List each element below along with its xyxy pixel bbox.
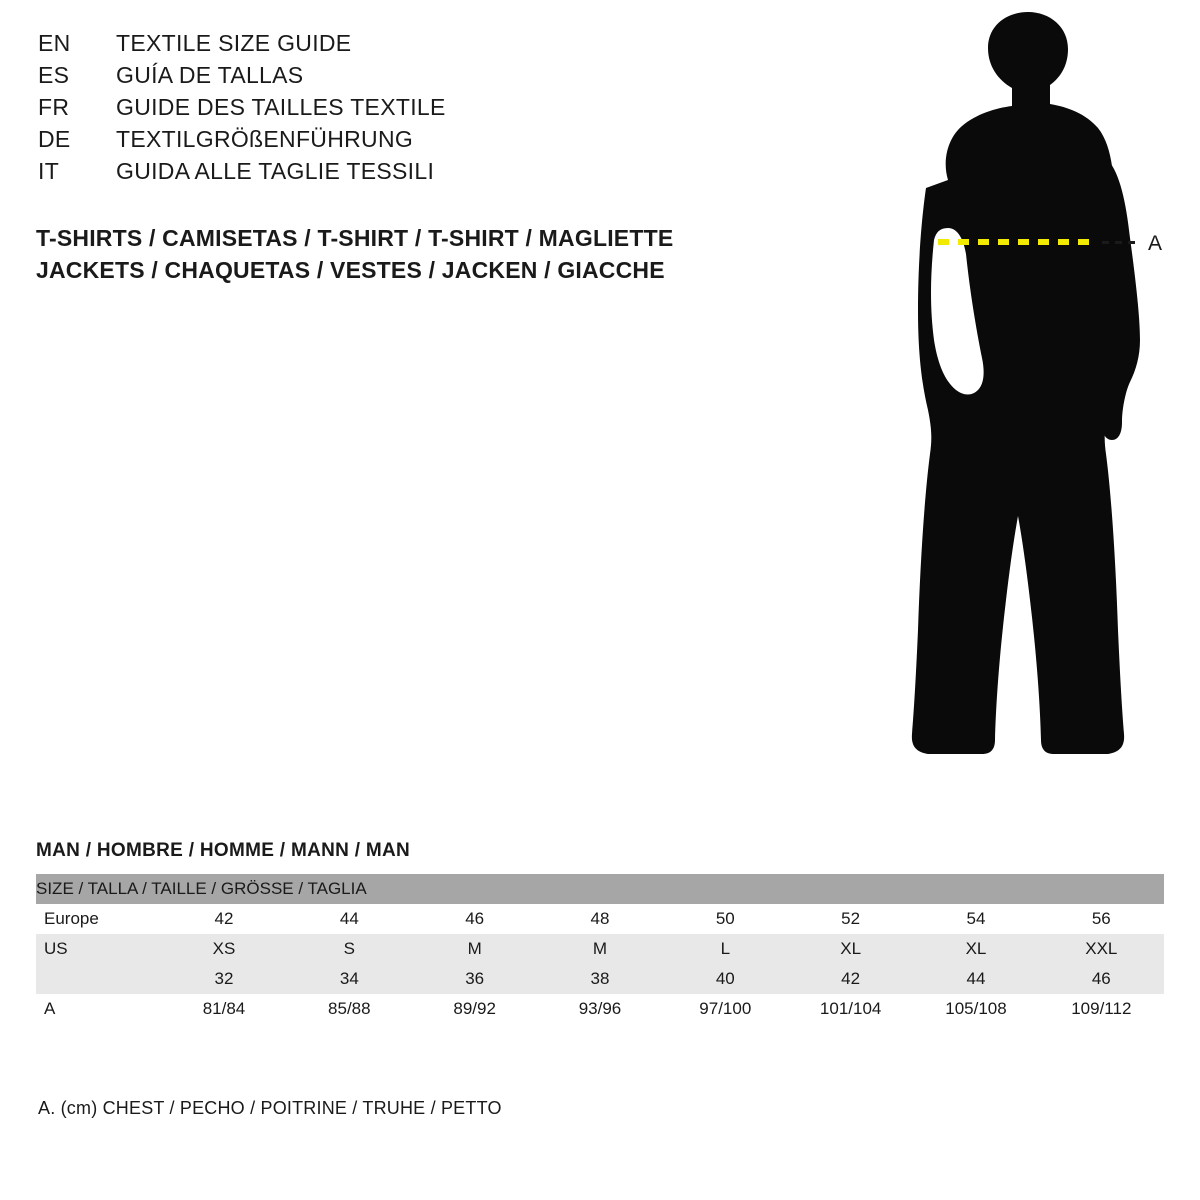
body-figure xyxy=(830,10,1190,800)
size-table xyxy=(36,874,1164,1024)
language-text: TEXTILE SIZE GUIDE xyxy=(116,30,352,56)
table-cell: S xyxy=(287,934,412,964)
language-text: GUIDA ALLE TAGLIE TESSILI xyxy=(116,158,435,184)
table-cell: 44 xyxy=(287,904,412,934)
table-cell: 52 xyxy=(788,904,913,934)
table-cell: 56 xyxy=(1039,904,1164,934)
table-cell: L xyxy=(663,934,788,964)
language-text: GUIDE DES TAILLES TEXTILE xyxy=(116,94,446,120)
table-cell: 54 xyxy=(913,904,1038,934)
language-code: ES xyxy=(38,62,70,88)
table-cell: XL xyxy=(913,934,1038,964)
table-cell: 50 xyxy=(663,904,788,934)
table-cell: 93/96 xyxy=(537,994,662,1024)
table-cell: 81/84 xyxy=(161,994,286,1024)
table-header-label: SIZE / TALLA / TAILLE / GRÖSSE / TAGLIA xyxy=(36,874,1164,904)
category-line-tshirts: T-SHIRTS / CAMISETAS / T-SHIRT / T-SHIRT / MAGLIETTE xyxy=(36,225,674,251)
category-list xyxy=(36,222,796,286)
table-group-title: MAN / HOMBRE / HOMME / MANN / MAN xyxy=(36,840,411,861)
language-code: IT xyxy=(38,158,60,184)
table-cell: 38 xyxy=(537,964,662,994)
language-row xyxy=(38,30,758,62)
measure-leader-line xyxy=(1102,241,1140,244)
language-row xyxy=(38,158,758,190)
table-cell: 34 xyxy=(287,964,412,994)
category-line-jackets: JACKETS / CHAQUETAS / VESTES / JACKEN / GIACCHE xyxy=(36,257,665,283)
table-cell: 48 xyxy=(537,904,662,934)
language-text: GUÍA DE TALLAS xyxy=(116,62,304,88)
table-cell: 105/108 xyxy=(913,994,1038,1024)
table-cell: 44 xyxy=(913,964,1038,994)
language-code: EN xyxy=(38,30,71,56)
table-cell: XL xyxy=(788,934,913,964)
table-header-row xyxy=(36,874,1164,904)
table-row xyxy=(36,904,1164,934)
language-text: TEXTILGRÖßENFÜHRUNG xyxy=(116,126,414,152)
table-cell: 36 xyxy=(412,964,537,994)
table-cell: XS xyxy=(161,934,286,964)
table-cell: 32 xyxy=(161,964,286,994)
table-cell: 42 xyxy=(161,904,286,934)
table-row xyxy=(36,964,1164,994)
footnote-chest: A. (cm) CHEST / PECHO / POITRINE / TRUHE / PETTO xyxy=(38,1098,502,1118)
language-code: DE xyxy=(38,126,71,152)
language-row xyxy=(38,62,758,94)
table-cell: 46 xyxy=(412,904,537,934)
size-table-section xyxy=(36,840,1166,1024)
language-row xyxy=(38,126,758,158)
language-list xyxy=(38,30,758,190)
table-cell: M xyxy=(412,934,537,964)
row-label xyxy=(36,964,161,994)
table-cell: 89/92 xyxy=(412,994,537,1024)
table-cell: 101/104 xyxy=(788,994,913,1024)
male-silhouette-icon xyxy=(830,10,1190,800)
table-row xyxy=(36,994,1164,1024)
measure-label-a: A xyxy=(1148,232,1163,255)
row-label: US xyxy=(36,934,161,964)
language-code: FR xyxy=(38,94,70,120)
table-cell: 97/100 xyxy=(663,994,788,1024)
table-row xyxy=(36,934,1164,964)
table-cell: XXL xyxy=(1039,934,1164,964)
table-cell: M xyxy=(537,934,662,964)
table-cell: 109/112 xyxy=(1039,994,1164,1024)
table-cell: 46 xyxy=(1039,964,1164,994)
language-row xyxy=(38,94,758,126)
row-label: A xyxy=(36,994,161,1024)
table-cell: 42 xyxy=(788,964,913,994)
row-label: Europe xyxy=(36,904,161,934)
table-cell: 85/88 xyxy=(287,994,412,1024)
table-cell: 40 xyxy=(663,964,788,994)
